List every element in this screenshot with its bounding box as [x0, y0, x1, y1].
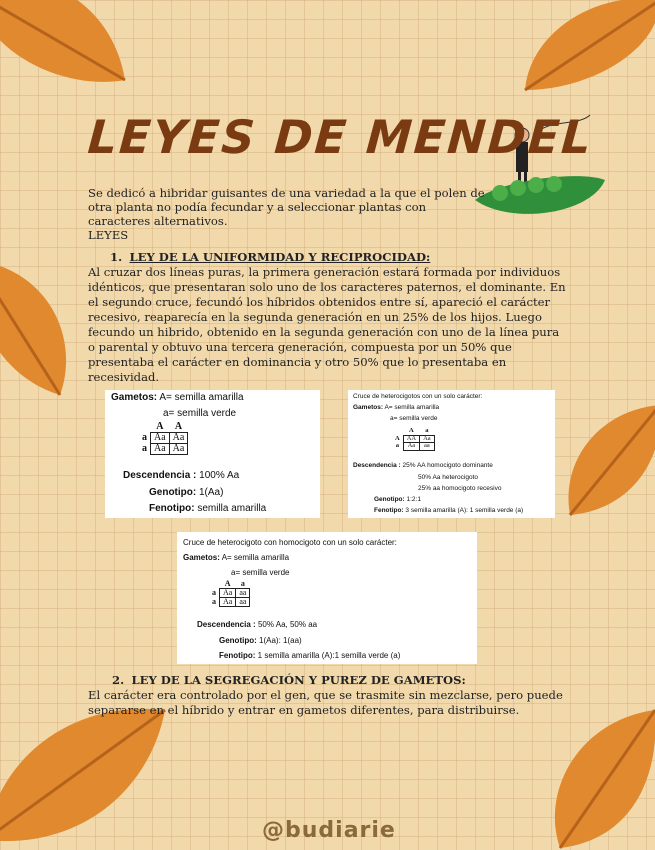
descendencia-label: Descendencia :	[197, 620, 256, 629]
leaf-decoration-bottom-right	[540, 700, 655, 850]
descendencia-value: 100% Aa	[199, 470, 240, 481]
gametos-label: Gametos:	[353, 404, 383, 411]
punnett-col: a	[425, 427, 429, 434]
gametos-value: A= semilla amarilla	[159, 392, 244, 403]
gametos-value: A= semilla amarilla	[221, 553, 290, 562]
fenotipo-label: Fenotipo:	[374, 507, 404, 514]
punnett-row-label: a	[142, 443, 147, 454]
descendencia-label: Descendencia :	[353, 462, 401, 469]
gametos-label: Gametos:	[111, 392, 158, 403]
punnett-square	[209, 580, 250, 607]
author-signature: @budiarie	[262, 818, 396, 843]
fenotipo-label: Fenotipo:	[149, 503, 195, 514]
section2-number: 2.	[112, 673, 125, 687]
gametos-value2: a= semilla verde	[390, 415, 438, 422]
genotipo-value: 1:2:1	[406, 496, 421, 503]
fenotipo-value: semilla amarilla	[197, 503, 267, 514]
fenotipo-value: 1 semilla amarilla (A):1 semilla verde (a)	[257, 651, 401, 660]
leaf-decoration-right-mid	[560, 400, 655, 520]
section2-body: El carácter era controlado por el gen, que se trasmite sin mezclarse, pero puede separarse en el híbrido y entrar en gametos diferentes, para distribuirse.	[88, 688, 563, 717]
descendencia-value3: 25% aa homocigoto recesivo	[418, 485, 502, 492]
punnett-row-label: a	[395, 442, 399, 449]
punnett-row-label: A	[395, 434, 400, 442]
punnett-cell: aa	[236, 589, 250, 598]
fenotipo-label: Fenotipo:	[219, 651, 256, 660]
gametos-label: Gametos:	[183, 553, 220, 562]
section2-heading	[112, 673, 466, 687]
punnett-col: A	[409, 427, 414, 434]
gametos-value2: a= semilla verde	[231, 568, 290, 577]
descendencia-value1: 25% AA homocigoto dominante	[402, 462, 493, 469]
cross-card-heterozygous	[348, 390, 555, 518]
descendencia-label: Descendencia :	[123, 470, 197, 481]
descendencia-value2: 50% Aa heterocigoto	[418, 474, 478, 481]
punnett-cell: Aa	[169, 433, 188, 444]
punnett-cell: Aa	[220, 589, 236, 598]
genotipo-label: Genotipo:	[149, 487, 197, 498]
genotipo-label: Genotipo:	[219, 636, 257, 645]
punnett-square	[139, 422, 188, 455]
leyes-label: LEYES	[88, 228, 129, 242]
page-title: LEYES DE MENDEL	[86, 110, 595, 164]
section1-heading	[110, 250, 430, 264]
punnett-cell: Aa	[220, 598, 236, 607]
card-title: Cruce de heterocigotos con un solo carácter:	[353, 393, 483, 400]
intro-text	[88, 186, 488, 242]
punnett-cell: Aa	[420, 435, 435, 443]
section1-number: 1.	[110, 250, 123, 264]
leaf-decoration-left-mid	[0, 250, 80, 400]
card-title: Cruce de heterocigoto con homocigoto con un solo carácter:	[183, 538, 397, 547]
punnett-col: A	[156, 421, 164, 432]
fenotipo-value: 3 semilla amarilla (A): 1 semilla verde (a)	[405, 507, 524, 514]
leaf-decoration-top-right	[520, 0, 655, 100]
punnett-row-label: a	[212, 588, 216, 597]
cross-card-hetero-homo	[177, 532, 477, 664]
genotipo-value: 1(Aa)	[199, 487, 224, 498]
punnett-col: a	[240, 579, 245, 588]
section2-title: LEY DE LA SEGREGACIÓN Y PUREZ DE GAMETOS:	[131, 673, 466, 687]
punnett-cell: Aa	[151, 433, 170, 444]
genotipo-value: 1(Aa): 1(aa)	[259, 636, 302, 645]
punnett-cell: aa	[236, 598, 250, 607]
punnett-cell: Aa	[403, 443, 419, 451]
gametos-value2: a= semilla verde	[163, 408, 237, 419]
section1-body: Al cruzar dos líneas puras, la primera generación estará formada por individuos idénticos, que presentaran solo uno de los caracteres paternos, el dominante. En el segundo cruce, fecundó los híbridos obtenidos entre sí, apareció el carácter recesivo, reaparecía en la segunda generación en un 25% de los hijos. Luego fecundo un hibrido, obtenido en la segunda generación con uno de la línea pura o parental y obtuvo una tercera generación, compuesta por un 50% que presentaba el carácter en dominancia y otro 50% que lo presentaba en recesividad.	[88, 265, 566, 384]
punnett-cell: Aa	[151, 444, 170, 455]
leaf-decoration-top-left	[0, 0, 130, 100]
punnett-cell: Aa	[169, 444, 188, 455]
descendencia-value: 50% Aa, 50% aa	[257, 620, 318, 629]
punnett-cell: aa	[420, 443, 435, 451]
intro-paragraph: Se dedicó a hibridar guisantes de una variedad a la que el polen de otra planta no podía fecundar y a seleccionar plantas con caracteres alternativos.	[88, 186, 485, 228]
cross-card-homozygous	[105, 390, 320, 518]
genotipo-label: Genotipo:	[374, 496, 405, 503]
gametos-value: A= semilla amarilla	[384, 404, 440, 411]
punnett-col: A	[174, 421, 183, 432]
section1-title: LEY DE LA UNIFORMIDAD Y RECIPROCIDAD:	[129, 250, 431, 264]
punnett-row-label: a	[212, 597, 216, 606]
punnett-row-label: a	[142, 432, 147, 443]
punnett-cell: AA	[403, 435, 419, 443]
punnett-square	[392, 428, 435, 451]
punnett-col: A	[224, 579, 231, 588]
